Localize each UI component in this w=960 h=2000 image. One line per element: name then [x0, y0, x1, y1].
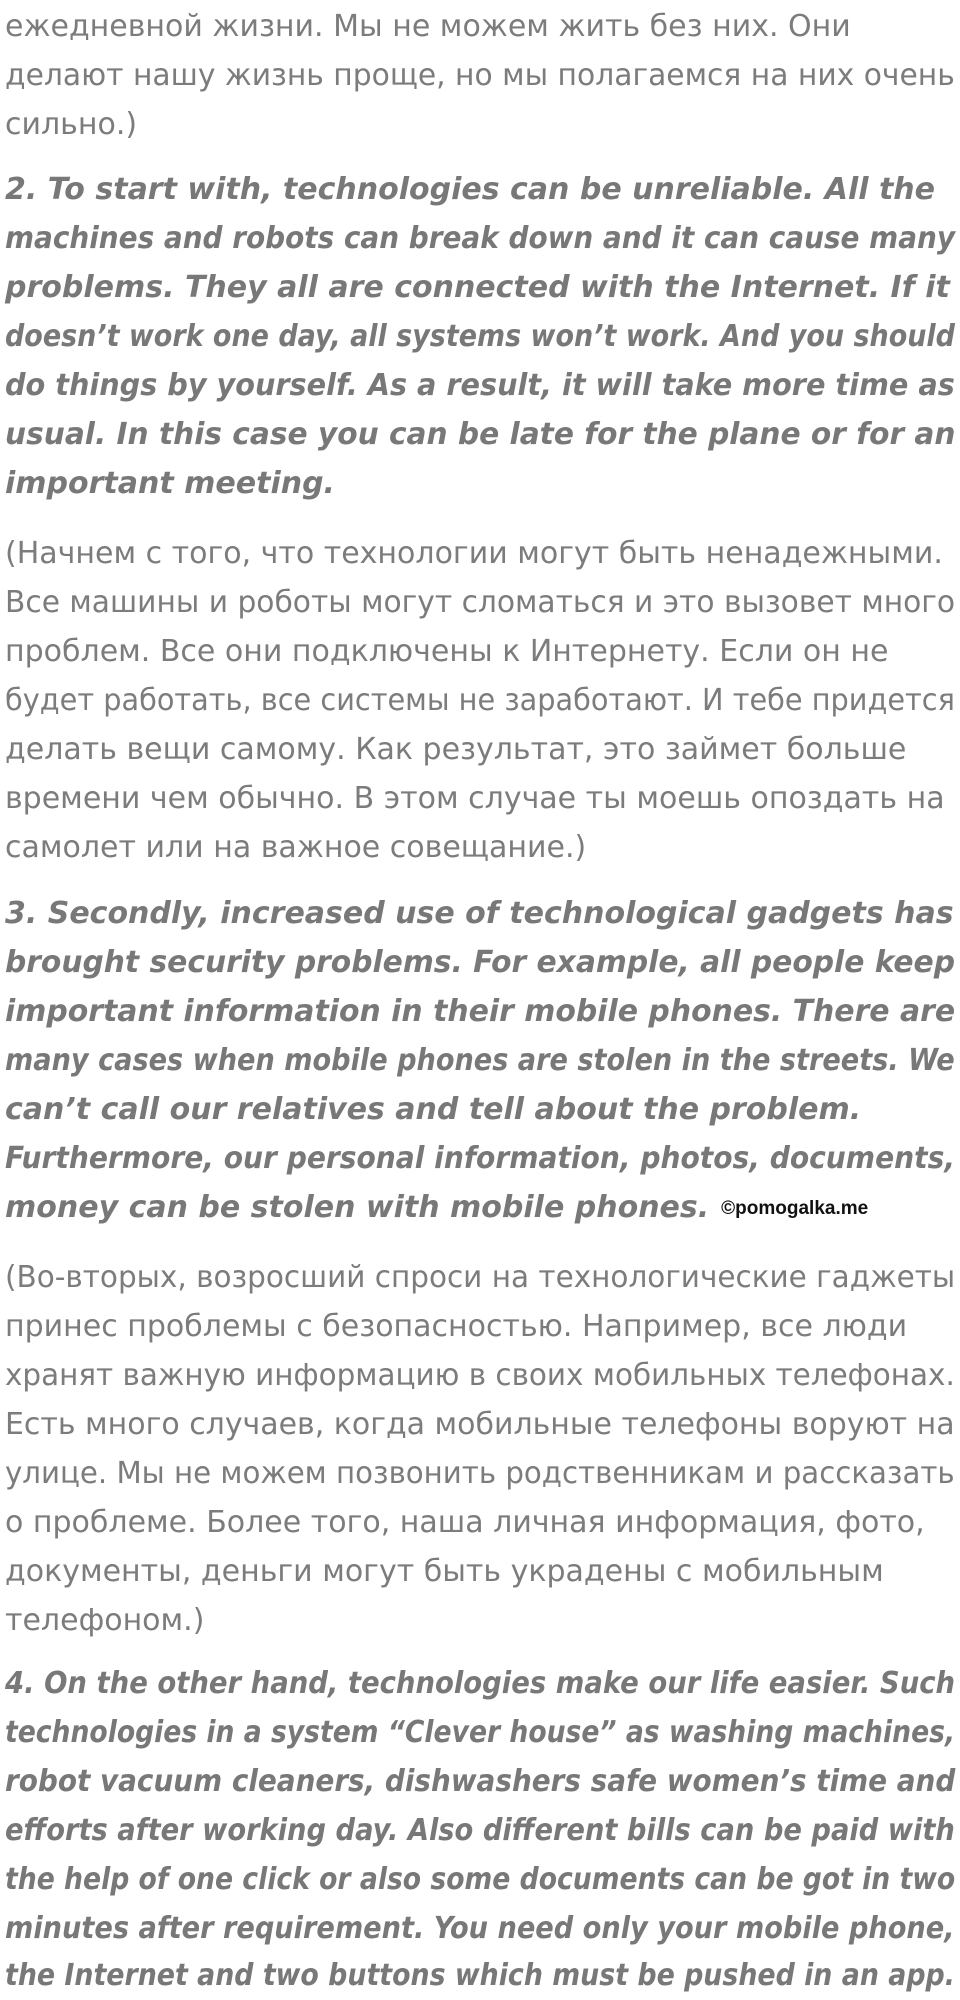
en-paragraph-line: do things by yourself. As a result, it will take more time as — [5, 368, 955, 403]
ru-text-line: хранят важную информацию в своих мобильных телефонах. — [5, 1358, 955, 1393]
ru-text-line: документы, деньги могут быть украдены с мобильным — [5, 1554, 884, 1589]
en-paragraph-line-text: money can be stolen with mobile phones. — [5, 1190, 710, 1225]
en-paragraph-line: Furthermore, our personal information, photos, documents, — [5, 1141, 956, 1176]
en-paragraph-line: brought security problems. For example, all people keep — [5, 945, 956, 980]
en-paragraph-line: doesn’t work one day, all systems won’t work. And you should — [5, 319, 955, 354]
ru-text-line: делают нашу жизнь проще, но мы полагаемся на них очень — [5, 58, 955, 93]
en-paragraph-line: 4. On the other hand, technologies make our life easier. Such — [5, 1666, 956, 1701]
en-paragraph-line: efforts after working day. Also different bills can be paid with — [5, 1813, 955, 1848]
ru-text-line: самолет или на важное совещание.) — [5, 830, 587, 865]
watermark: ©pomogalka.me — [721, 1198, 869, 1219]
ru-text-line: ежедневной жизни. Мы не можем жить без них. Они — [5, 9, 851, 44]
ru-text-line: времени чем обычно. В этом случае ты моешь опоздать на — [5, 781, 945, 816]
ru-text-line: проблем. Все они подключены к Интернету. Если он не — [5, 634, 889, 669]
en-paragraph-line: machines and robots can break down and it can cause many — [5, 221, 956, 256]
ru-text-line: (Начнем с того, что технологии могут быть ненадежными. — [5, 536, 943, 571]
ru-text-line: о проблеме. Более того, наша личная информация, фото, — [5, 1505, 925, 1540]
en-paragraph-line: important meeting. — [5, 466, 335, 501]
en-paragraph-line: 2. To start with, technologies can be unreliable. All the — [5, 172, 935, 207]
en-paragraph-line: many cases when mobile phones are stolen in the streets. We — [5, 1043, 955, 1078]
ru-text-line: будет работать, все системы не заработают. И тебе придется — [5, 683, 955, 718]
en-paragraph-line: important information in their mobile phones. There are — [5, 994, 956, 1029]
en-paragraph-line: can’t call our relatives and tell about the problem. — [5, 1092, 862, 1127]
en-paragraph-line — [5, 1190, 869, 1225]
en-paragraph-line: minutes after requirement. You need only your mobile phone, — [5, 1911, 955, 1946]
en-paragraph-line: 3. Secondly, increased use of technological gadgets has — [5, 896, 954, 931]
ru-text-line: Есть много случаев, когда мобильные телефоны воруют на — [5, 1407, 955, 1442]
en-paragraph-line: problems. They all are connected with the Internet. If it — [5, 270, 950, 305]
en-paragraph-line: technologies in a system “Clever house” as washing machines, — [5, 1715, 956, 1750]
ru-text-line: (Во-вторых, возросший спроси на технологические гаджеты — [5, 1260, 956, 1295]
ru-text-line: принес проблемы с безопасностью. Например, все люди — [5, 1309, 908, 1344]
ru-text-line: улице. Мы не можем позвонить родственникам и рассказать — [5, 1456, 955, 1491]
en-paragraph-line: robot vacuum cleaners, dishwashers safe women’s time and — [5, 1764, 956, 1799]
en-paragraph-line: the Internet and two buttons which must be pushed in an app. — [5, 1958, 955, 1993]
ru-text-line: телефоном.) — [5, 1603, 205, 1638]
ru-text-line: Все машины и роботы могут сломаться и это вызовет много — [5, 585, 956, 620]
en-paragraph-line: the help of one click or also some documents can be got in two — [5, 1862, 956, 1897]
ru-text-line: сильно.) — [5, 107, 138, 142]
en-paragraph-line: usual. In this case you can be late for the plane or for an — [5, 417, 956, 452]
ru-text-line: делать вещи самому. Как результат, это займет больше — [5, 732, 907, 767]
